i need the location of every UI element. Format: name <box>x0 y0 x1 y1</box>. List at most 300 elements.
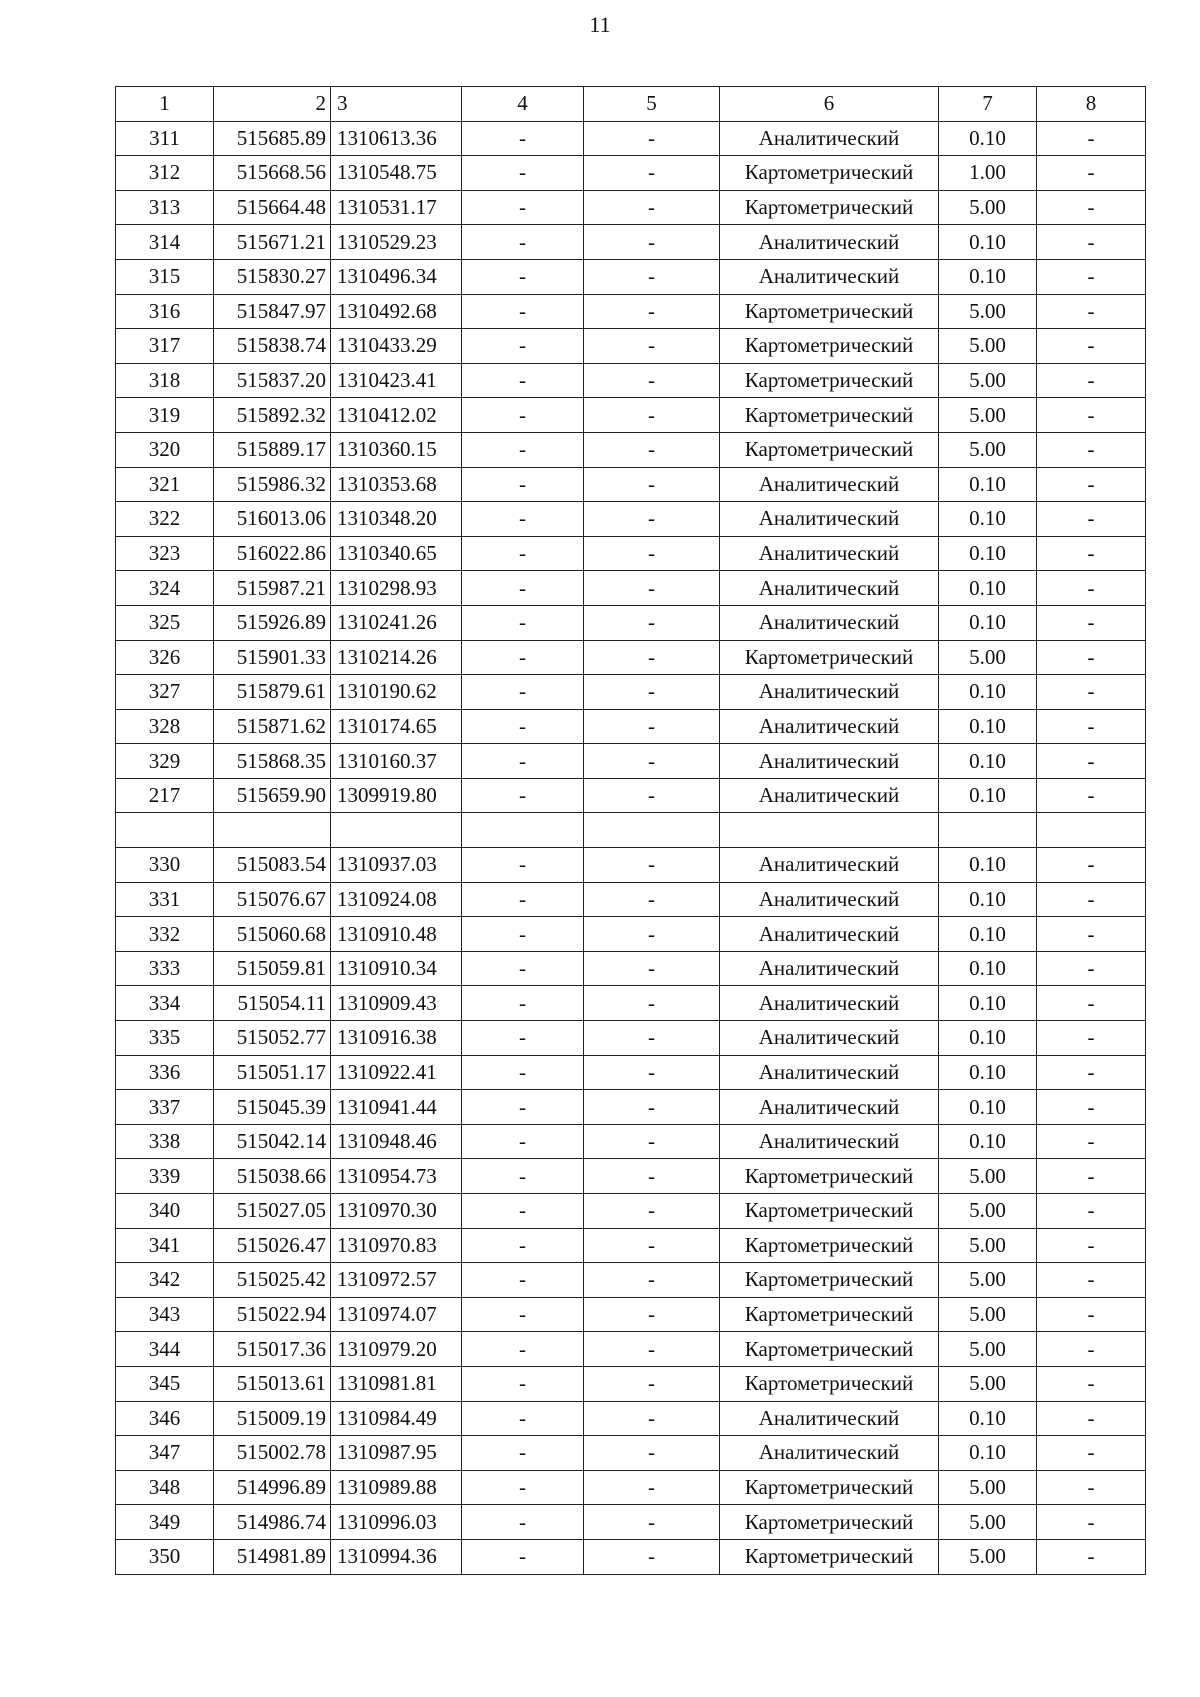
table-cell: 0.10 <box>939 1124 1037 1159</box>
table-cell: 329 <box>116 744 214 779</box>
table-cell: 1310916.38 <box>331 1021 462 1056</box>
table-cell: - <box>1037 951 1146 986</box>
table-row <box>116 1332 1146 1367</box>
table-cell: 515892.32 <box>214 398 331 433</box>
table-cell: - <box>584 1263 720 1298</box>
table-cell: 0.10 <box>939 882 1037 917</box>
table-cell: Аналитический <box>720 709 939 744</box>
table-cell: Картометрический <box>720 1228 939 1263</box>
table-cell: 1309919.80 <box>331 778 462 813</box>
table-cell: 5.00 <box>939 1539 1037 1574</box>
table-row <box>116 294 1146 329</box>
table-cell: 5.00 <box>939 1228 1037 1263</box>
table-cell: 515685.89 <box>214 121 331 156</box>
table-row <box>116 848 1146 883</box>
table-cell: 0.10 <box>939 259 1037 294</box>
table-row <box>116 675 1146 710</box>
table-cell: - <box>462 675 584 710</box>
table-cell: - <box>462 1021 584 1056</box>
table-cell: 1310548.75 <box>331 156 462 191</box>
table-cell: - <box>462 1436 584 1471</box>
column-header: 3 <box>331 87 462 122</box>
table-cell: - <box>1037 536 1146 571</box>
table-row <box>116 225 1146 260</box>
table-cell: - <box>584 1124 720 1159</box>
table-cell: - <box>1037 467 1146 502</box>
table-cell: 0.10 <box>939 467 1037 502</box>
table-cell: - <box>584 1055 720 1090</box>
table-cell: 515051.17 <box>214 1055 331 1090</box>
table-cell: 515042.14 <box>214 1124 331 1159</box>
table-cell: 0.10 <box>939 778 1037 813</box>
table-cell: 1310910.34 <box>331 951 462 986</box>
table-row <box>116 1470 1146 1505</box>
table-cell: 346 <box>116 1401 214 1436</box>
table-cell: - <box>1037 709 1146 744</box>
table-cell: 515060.68 <box>214 917 331 952</box>
table-row <box>116 1505 1146 1540</box>
table-cell: - <box>584 640 720 675</box>
table-cell: Аналитический <box>720 1436 939 1471</box>
table-cell: 515986.32 <box>214 467 331 502</box>
table-cell: 5.00 <box>939 1505 1037 1540</box>
table-cell: - <box>1037 778 1146 813</box>
table-cell: 338 <box>116 1124 214 1159</box>
table-row <box>116 1366 1146 1401</box>
table-row <box>116 1090 1146 1125</box>
table-cell: 1310492.68 <box>331 294 462 329</box>
table-cell: 0.10 <box>939 121 1037 156</box>
table-cell: - <box>584 917 720 952</box>
table-cell: Аналитический <box>720 917 939 952</box>
table-cell: 325 <box>116 605 214 640</box>
table-row <box>116 1297 1146 1332</box>
table-cell: - <box>1037 1124 1146 1159</box>
table-cell: 1310348.20 <box>331 502 462 537</box>
table-cell: - <box>462 363 584 398</box>
table-cell: 515025.42 <box>214 1263 331 1298</box>
table-row <box>116 156 1146 191</box>
table-cell: Картометрический <box>720 1470 939 1505</box>
table-cell: - <box>584 225 720 260</box>
table-cell: 515026.47 <box>214 1228 331 1263</box>
table-cell: 0.10 <box>939 225 1037 260</box>
table-cell: 326 <box>116 640 214 675</box>
table-cell: Аналитический <box>720 778 939 813</box>
table-cell: 1310531.17 <box>331 190 462 225</box>
table-cell: 335 <box>116 1021 214 1056</box>
table-cell: - <box>1037 294 1146 329</box>
table-cell: 1310241.26 <box>331 605 462 640</box>
table-cell: - <box>462 1332 584 1367</box>
table-cell: 5.00 <box>939 398 1037 433</box>
table-cell: - <box>584 1366 720 1401</box>
table-cell: 345 <box>116 1366 214 1401</box>
table-cell: 349 <box>116 1505 214 1540</box>
table-cell: 1310910.48 <box>331 917 462 952</box>
table-cell: 330 <box>116 848 214 883</box>
table-cell: - <box>584 882 720 917</box>
table-cell: - <box>462 640 584 675</box>
table-cell: - <box>462 605 584 640</box>
table-cell: 5.00 <box>939 329 1037 364</box>
table-cell: Картометрический <box>720 1159 939 1194</box>
table-cell: Картометрический <box>720 329 939 364</box>
table-cell: 0.10 <box>939 536 1037 571</box>
table-cell: 5.00 <box>939 294 1037 329</box>
table-cell: - <box>1037 225 1146 260</box>
table-cell: - <box>462 848 584 883</box>
table-cell: 1310298.93 <box>331 571 462 606</box>
table-row <box>116 640 1146 675</box>
table-cell: - <box>1037 848 1146 883</box>
table-cell: - <box>584 1159 720 1194</box>
table-cell: - <box>584 190 720 225</box>
table-cell: - <box>1037 259 1146 294</box>
table-cell: 5.00 <box>939 1263 1037 1298</box>
table-row <box>116 398 1146 433</box>
table-cell: 514986.74 <box>214 1505 331 1540</box>
table-cell: 5.00 <box>939 1194 1037 1229</box>
table-cell: 1310941.44 <box>331 1090 462 1125</box>
table-cell: - <box>462 1194 584 1229</box>
table-cell: - <box>1037 1505 1146 1540</box>
table-cell: 336 <box>116 1055 214 1090</box>
table-cell: 1310979.20 <box>331 1332 462 1367</box>
table-cell: 0.10 <box>939 571 1037 606</box>
table-cell: 1310190.62 <box>331 675 462 710</box>
table-cell: - <box>584 709 720 744</box>
table-cell: 515059.81 <box>214 951 331 986</box>
table-cell: 515830.27 <box>214 259 331 294</box>
table-cell: 515837.20 <box>214 363 331 398</box>
table-cell: 515027.05 <box>214 1194 331 1229</box>
table-cell: 515017.36 <box>214 1332 331 1367</box>
table-cell: - <box>1037 675 1146 710</box>
table-cell: - <box>584 986 720 1021</box>
table-row <box>116 986 1146 1021</box>
table-cell: 515668.56 <box>214 156 331 191</box>
table-cell: 332 <box>116 917 214 952</box>
table-row <box>116 951 1146 986</box>
table-cell: Картометрический <box>720 640 939 675</box>
table-cell: - <box>1037 363 1146 398</box>
table-cell: - <box>462 571 584 606</box>
table-cell: Аналитический <box>720 848 939 883</box>
table-cell: - <box>1037 432 1146 467</box>
table-cell: - <box>1037 502 1146 537</box>
table-row <box>116 1194 1146 1229</box>
table-cell: - <box>462 467 584 502</box>
table-cell: 5.00 <box>939 1332 1037 1367</box>
table-cell: - <box>462 536 584 571</box>
table-cell: Аналитический <box>720 675 939 710</box>
table-cell: 1310987.95 <box>331 1436 462 1471</box>
table-cell: 322 <box>116 502 214 537</box>
table-cell: Аналитический <box>720 259 939 294</box>
table-cell <box>331 813 462 848</box>
table-cell: - <box>1037 1332 1146 1367</box>
table-cell: 0.10 <box>939 848 1037 883</box>
table-cell: - <box>462 951 584 986</box>
table-cell: - <box>584 571 720 606</box>
table-cell: 0.10 <box>939 1090 1037 1125</box>
table-row <box>116 1401 1146 1436</box>
table-cell: Аналитический <box>720 571 939 606</box>
table-cell: 515926.89 <box>214 605 331 640</box>
table-cell: 1310984.49 <box>331 1401 462 1436</box>
table-cell: - <box>462 259 584 294</box>
table-cell: 515076.67 <box>214 882 331 917</box>
table-cell: 331 <box>116 882 214 917</box>
table-cell: 5.00 <box>939 432 1037 467</box>
table-cell: 0.10 <box>939 1055 1037 1090</box>
table-cell: - <box>584 1505 720 1540</box>
table-cell: - <box>584 1539 720 1574</box>
table-cell: 0.10 <box>939 1021 1037 1056</box>
table-cell: 321 <box>116 467 214 502</box>
table-cell: Картометрический <box>720 363 939 398</box>
table-cell: - <box>1037 1297 1146 1332</box>
table-cell: 318 <box>116 363 214 398</box>
table-cell: - <box>584 675 720 710</box>
table-cell: 342 <box>116 1263 214 1298</box>
table-cell: 0.10 <box>939 1401 1037 1436</box>
table-cell <box>1037 813 1146 848</box>
table-cell: 328 <box>116 709 214 744</box>
table-cell: - <box>462 1470 584 1505</box>
table-cell: - <box>1037 1159 1146 1194</box>
table-row <box>116 1055 1146 1090</box>
table-cell: 5.00 <box>939 363 1037 398</box>
table-cell: Картометрический <box>720 1366 939 1401</box>
table-row <box>116 813 1146 848</box>
table-cell: Аналитический <box>720 467 939 502</box>
table-cell: - <box>584 1194 720 1229</box>
table-cell: Картометрический <box>720 432 939 467</box>
table-cell: 515889.17 <box>214 432 331 467</box>
table-cell: Картометрический <box>720 1297 939 1332</box>
table-cell: Картометрический <box>720 1332 939 1367</box>
table-row <box>116 605 1146 640</box>
table-cell: 1310360.15 <box>331 432 462 467</box>
coordinates-table <box>115 86 1146 1575</box>
table-cell: Картометрический <box>720 1539 939 1574</box>
table-cell: 0.10 <box>939 744 1037 779</box>
table-cell: - <box>462 432 584 467</box>
table-cell: 313 <box>116 190 214 225</box>
table-cell: 515671.21 <box>214 225 331 260</box>
table-cell <box>939 813 1037 848</box>
table-cell: 314 <box>116 225 214 260</box>
table-cell: - <box>584 1297 720 1332</box>
table-row <box>116 917 1146 952</box>
table-cell: - <box>462 1090 584 1125</box>
table-cell: 515013.61 <box>214 1366 331 1401</box>
table-cell: 316 <box>116 294 214 329</box>
table-cell: 515659.90 <box>214 778 331 813</box>
table-cell: - <box>462 190 584 225</box>
table-cell: 0.10 <box>939 1436 1037 1471</box>
column-header: 5 <box>584 87 720 122</box>
table-cell: 1310433.29 <box>331 329 462 364</box>
table-cell: - <box>462 1505 584 1540</box>
table-cell: - <box>584 121 720 156</box>
table-cell: 311 <box>116 121 214 156</box>
table-cell: 1310353.68 <box>331 467 462 502</box>
table-cell: 1310974.07 <box>331 1297 462 1332</box>
table-row <box>116 190 1146 225</box>
table-cell: - <box>462 1055 584 1090</box>
table-cell: 5.00 <box>939 1470 1037 1505</box>
table-cell: 515871.62 <box>214 709 331 744</box>
table-cell: - <box>1037 744 1146 779</box>
table-cell: 0.10 <box>939 502 1037 537</box>
table-cell: 515022.94 <box>214 1297 331 1332</box>
table-cell <box>720 813 939 848</box>
table-row <box>116 744 1146 779</box>
table-cell: 339 <box>116 1159 214 1194</box>
table-cell: 1310340.65 <box>331 536 462 571</box>
table-cell: 1310909.43 <box>331 986 462 1021</box>
table-row <box>116 1228 1146 1263</box>
table-cell: 323 <box>116 536 214 571</box>
table-cell: Аналитический <box>720 1090 939 1125</box>
table-row <box>116 363 1146 398</box>
table-cell: - <box>1037 1021 1146 1056</box>
table-cell: 344 <box>116 1332 214 1367</box>
table-cell: 1310174.65 <box>331 709 462 744</box>
table-row <box>116 778 1146 813</box>
table-cell: - <box>462 1124 584 1159</box>
table-cell: 515868.35 <box>214 744 331 779</box>
table-cell: - <box>584 398 720 433</box>
table-cell: 515045.39 <box>214 1090 331 1125</box>
table-cell: Аналитический <box>720 225 939 260</box>
table-row <box>116 1263 1146 1298</box>
table-cell: - <box>1037 190 1146 225</box>
table-cell: 341 <box>116 1228 214 1263</box>
table-cell: - <box>462 121 584 156</box>
table-cell: 1310214.26 <box>331 640 462 675</box>
column-header: 7 <box>939 87 1037 122</box>
table-cell: 343 <box>116 1297 214 1332</box>
table-cell: 315 <box>116 259 214 294</box>
table-cell: 5.00 <box>939 1297 1037 1332</box>
table-cell: - <box>462 1263 584 1298</box>
table-cell: 1310981.81 <box>331 1366 462 1401</box>
table-cell: 515009.19 <box>214 1401 331 1436</box>
table-cell: 1310529.23 <box>331 225 462 260</box>
table-cell: 312 <box>116 156 214 191</box>
table-cell <box>116 813 214 848</box>
table-cell: 515901.33 <box>214 640 331 675</box>
table-cell: 1310412.02 <box>331 398 462 433</box>
table-cell: 515002.78 <box>214 1436 331 1471</box>
table-cell: - <box>584 259 720 294</box>
table-row <box>116 329 1146 364</box>
table-cell: - <box>1037 571 1146 606</box>
table-row <box>116 432 1146 467</box>
table-cell: - <box>1037 1055 1146 1090</box>
table-cell: - <box>462 1401 584 1436</box>
table-cell: Аналитический <box>720 1401 939 1436</box>
table-cell: 340 <box>116 1194 214 1229</box>
table-row <box>116 1021 1146 1056</box>
table-cell: 319 <box>116 398 214 433</box>
table-row <box>116 571 1146 606</box>
table-cell: 515987.21 <box>214 571 331 606</box>
table-cell: - <box>584 1021 720 1056</box>
table-cell: - <box>584 1401 720 1436</box>
table-cell: 5.00 <box>939 1159 1037 1194</box>
table-cell: - <box>1037 640 1146 675</box>
table-cell <box>584 813 720 848</box>
table-cell: 0.10 <box>939 951 1037 986</box>
table-cell: Картометрический <box>720 398 939 433</box>
table-cell: - <box>462 744 584 779</box>
table-cell: 5.00 <box>939 1366 1037 1401</box>
table-cell: 1310970.83 <box>331 1228 462 1263</box>
table-cell: 1.00 <box>939 156 1037 191</box>
table-cell: Картометрический <box>720 1505 939 1540</box>
table-cell: 317 <box>116 329 214 364</box>
table-cell: Аналитический <box>720 951 939 986</box>
table-cell: - <box>1037 605 1146 640</box>
table-cell: - <box>584 848 720 883</box>
table-cell: - <box>1037 156 1146 191</box>
table-cell: 1310922.41 <box>331 1055 462 1090</box>
table-cell: - <box>1037 1263 1146 1298</box>
table-cell: - <box>584 605 720 640</box>
table-cell: 0.10 <box>939 709 1037 744</box>
table-cell: - <box>462 1366 584 1401</box>
table-cell: - <box>1037 121 1146 156</box>
table-cell: 5.00 <box>939 190 1037 225</box>
table-cell: - <box>1037 1194 1146 1229</box>
table-cell: 1310972.57 <box>331 1263 462 1298</box>
table-row <box>116 1159 1146 1194</box>
table-cell: 1310948.46 <box>331 1124 462 1159</box>
table-cell: Картометрический <box>720 1263 939 1298</box>
table-cell: 515879.61 <box>214 675 331 710</box>
table-cell: 1310996.03 <box>331 1505 462 1540</box>
table-cell: 515083.54 <box>214 848 331 883</box>
table-row <box>116 1539 1146 1574</box>
table-cell: - <box>462 294 584 329</box>
table-cell: - <box>1037 1401 1146 1436</box>
table-cell: - <box>1037 329 1146 364</box>
table-cell: Картометрический <box>720 190 939 225</box>
table-cell: 333 <box>116 951 214 986</box>
table-cell: 0.10 <box>939 986 1037 1021</box>
table-cell: Аналитический <box>720 1021 939 1056</box>
table-cell: - <box>1037 1090 1146 1125</box>
table-cell: 1310994.36 <box>331 1539 462 1574</box>
table-cell: - <box>1037 398 1146 433</box>
table-cell: - <box>584 329 720 364</box>
table-cell: Аналитический <box>720 986 939 1021</box>
table-cell: Аналитический <box>720 121 939 156</box>
table-cell: - <box>462 882 584 917</box>
table-cell: Аналитический <box>720 744 939 779</box>
table-cell: Аналитический <box>720 605 939 640</box>
table-cell: - <box>1037 1470 1146 1505</box>
table-cell: 515054.11 <box>214 986 331 1021</box>
table-cell: - <box>584 1470 720 1505</box>
table-cell: - <box>584 363 720 398</box>
table-cell: 324 <box>116 571 214 606</box>
